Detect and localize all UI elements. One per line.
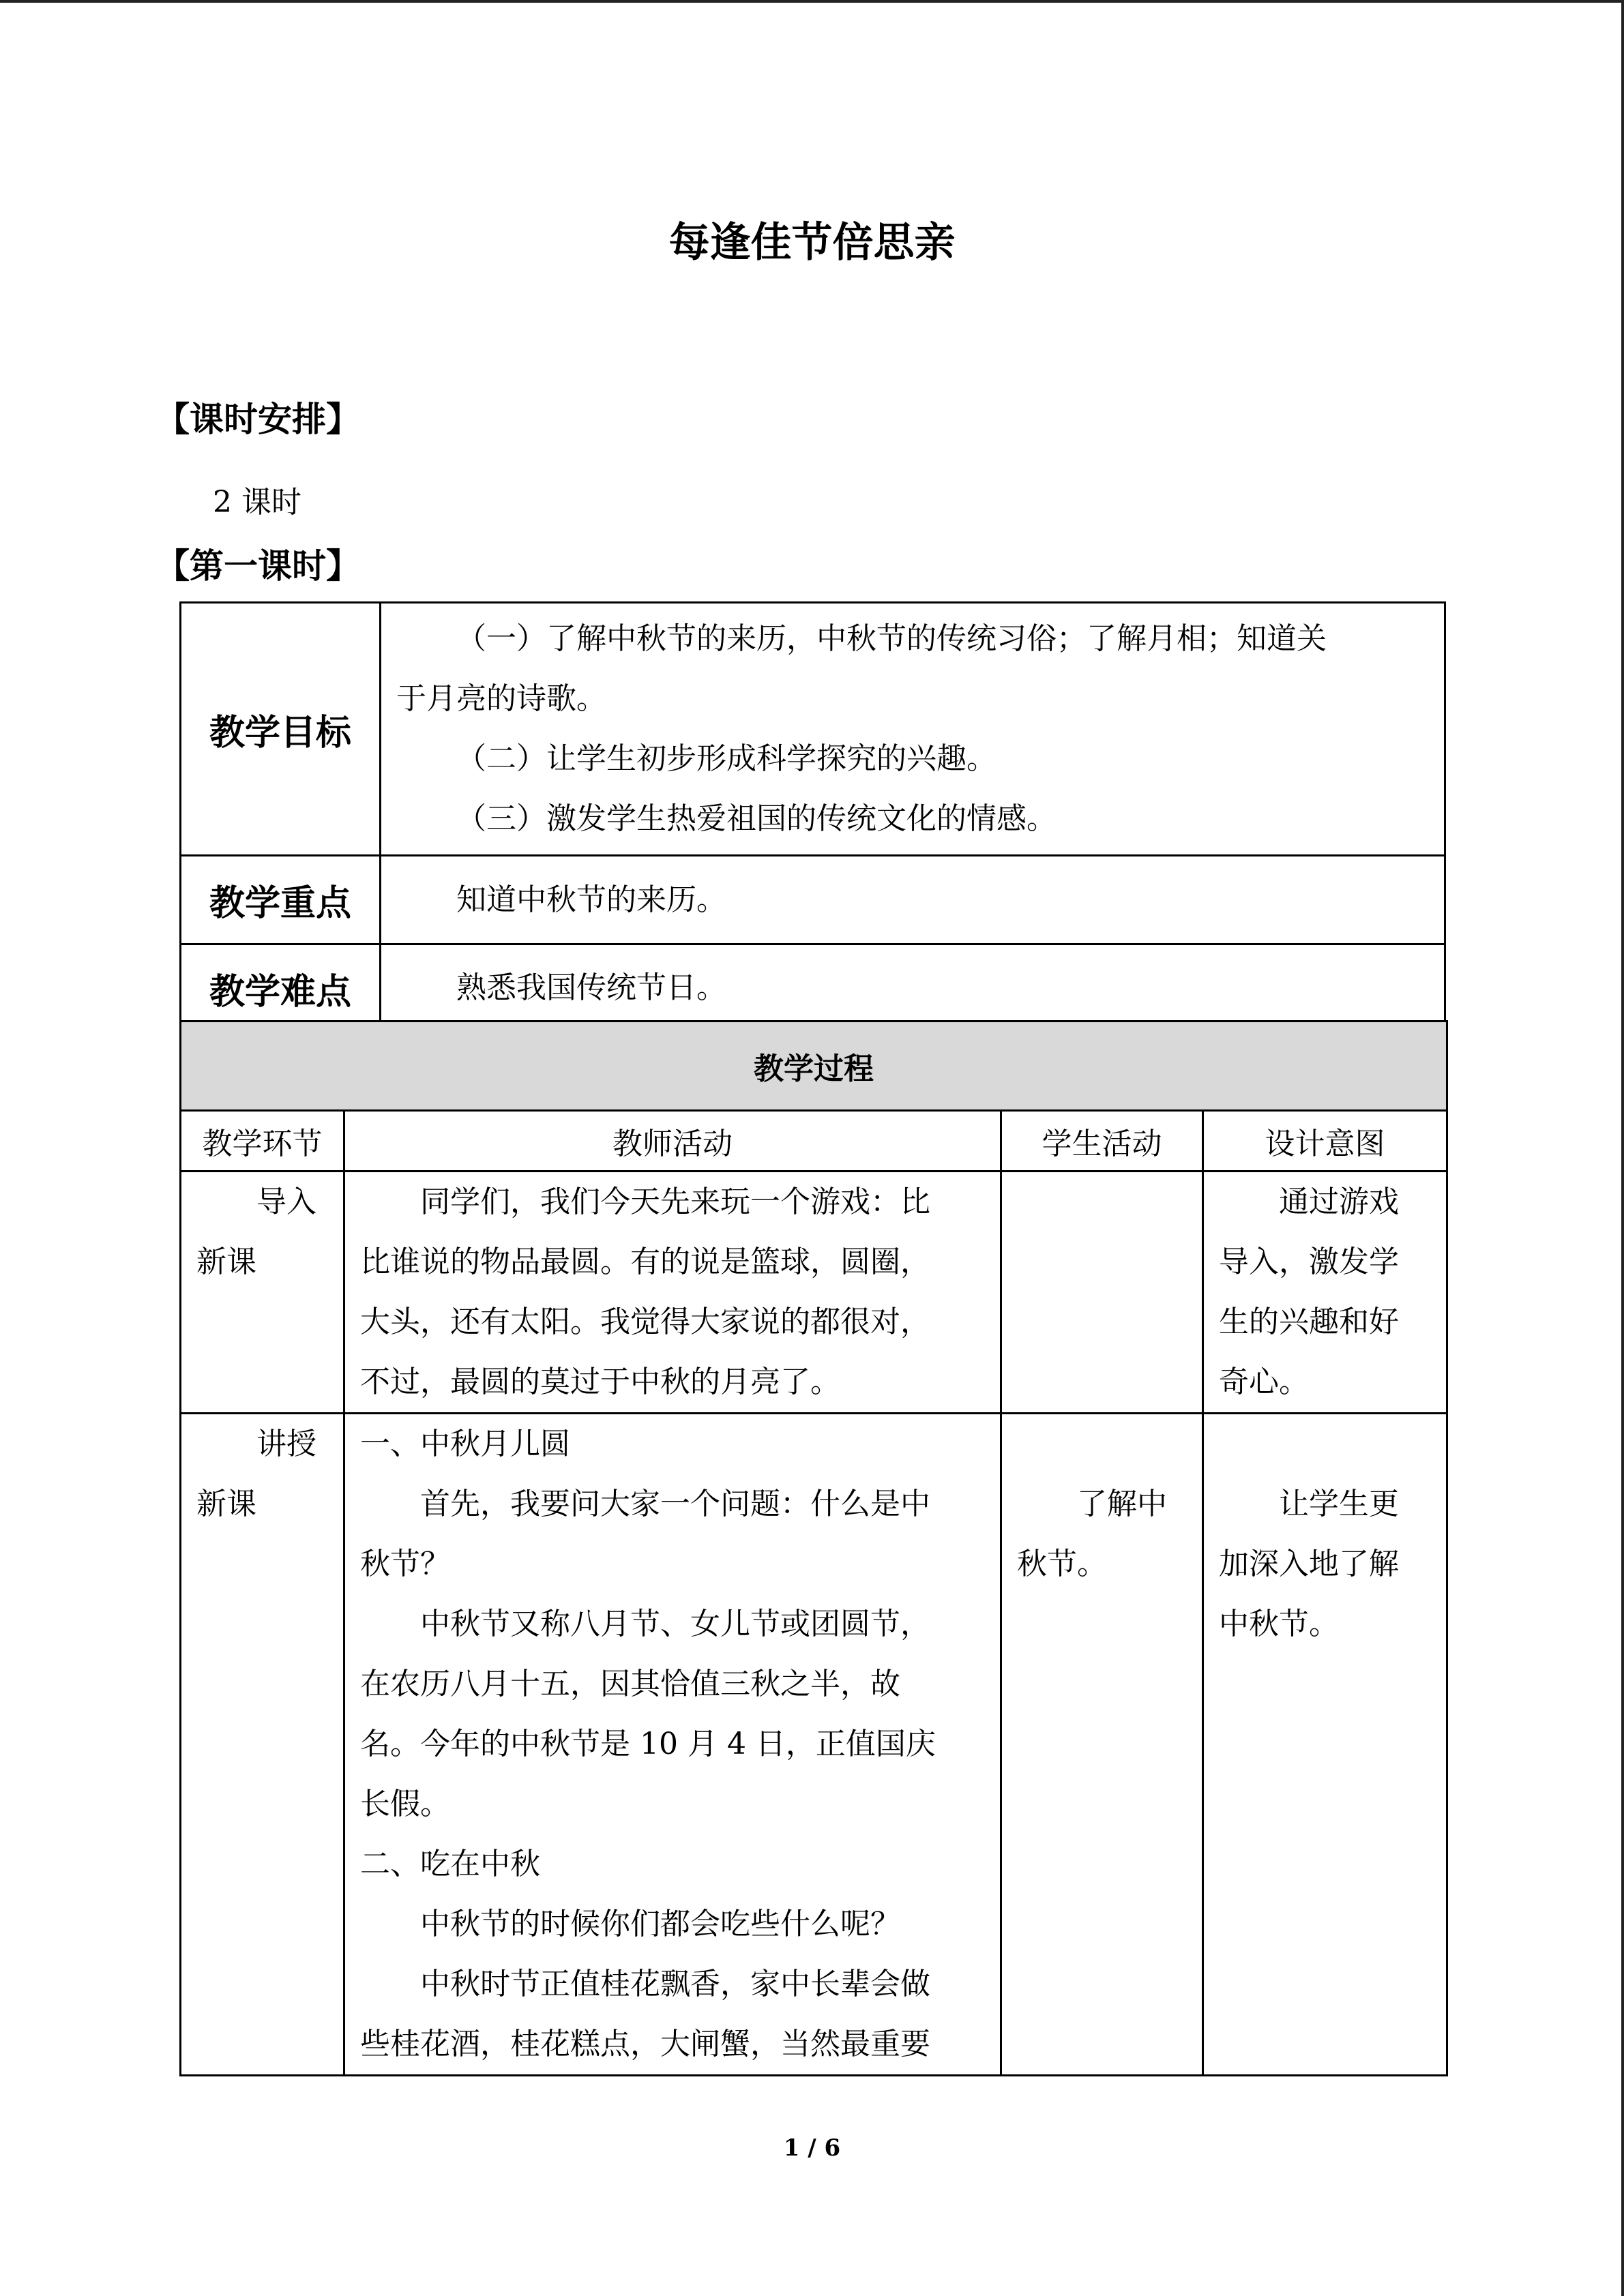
process-title: 教学过程 (181, 1022, 1447, 1111)
objectives-table (179, 601, 1446, 1033)
column-header-intent: 设计意图 (1203, 1111, 1447, 1172)
lesson1-heading: 【第一课时】 (156, 546, 360, 586)
teacher-line: 首先，我要问大家一个问题：什么是中 (420, 1487, 930, 1521)
student-line: 了解中 (1077, 1487, 1167, 1521)
goal-line: （二）让学生初步形成科学探究的兴趣。 (456, 741, 996, 776)
intent-line: 加深入地了解 (1219, 1547, 1399, 1581)
process-table (179, 1020, 1448, 2076)
stage-text: 导入 (256, 1184, 316, 1219)
student-activity-cell (1001, 1414, 1203, 2076)
teacher-line: 些桂花酒，桂花糕点，大闸蟹，当然最重要 (360, 2027, 930, 2061)
teacher-line: 长假。 (360, 1787, 450, 1821)
stage-text: 新课 (196, 1487, 256, 1521)
stage-cell (181, 1414, 344, 2076)
goal-line: （三）激发学生热爱祖国的传统文化的情感。 (456, 801, 1057, 836)
intent-line: 导入，激发学 (1219, 1244, 1399, 1279)
difficulty-text: 熟悉我国传统节日。 (456, 970, 726, 1005)
design-intent-cell (1203, 1172, 1447, 1414)
teacher-line: 名。今年的中秋节是 10 月 4 日，正值国庆 (360, 1727, 936, 1761)
teacher-line: 不过，最圆的莫过于中秋的月亮了。 (360, 1365, 840, 1399)
goal-line: 于月亮的诗歌。 (396, 681, 606, 716)
key-point-content (381, 856, 1445, 944)
stage-text: 讲授 (256, 1427, 316, 1461)
document-title: 每逢佳节倍思亲 (668, 219, 956, 267)
teacher-line: 大头，还有太阳。我觉得大家说的都很对， (360, 1304, 930, 1339)
intent-line: 生的兴趣和好 (1219, 1304, 1399, 1339)
key-point-label: 教学重点 (181, 856, 381, 944)
teacher-line: 一、中秋月儿圆 (360, 1427, 570, 1461)
page-edge-top (0, 0, 1624, 3)
teacher-line: 中秋节的时候你们都会吃些什么呢？ (420, 1907, 900, 1941)
stage-cell (181, 1172, 344, 1414)
intent-line: 让学生更 (1279, 1487, 1399, 1521)
teacher-line: 二、吃在中秋 (360, 1847, 540, 1881)
difficulty-content (381, 944, 1445, 1032)
intent-line: 奇心。 (1219, 1365, 1309, 1399)
intent-line: 中秋节。 (1219, 1607, 1339, 1641)
goals-content (381, 603, 1445, 856)
column-header-stage: 教学环节 (181, 1111, 344, 1172)
difficulty-label: 教学难点 (181, 944, 381, 1032)
goal-line: （一）了解中秋节的来历，中秋节的传统习俗；了解月相；知道关 (456, 621, 1327, 656)
key-point-text: 知道中秋节的来历。 (456, 882, 726, 917)
teacher-line: 秋节？ (360, 1547, 450, 1581)
column-header-student: 学生活动 (1001, 1111, 1203, 1172)
teacher-activity-cell (344, 1172, 1001, 1414)
teacher-line: 中秋节又称八月节、女儿节或团圆节， (420, 1607, 930, 1641)
schedule-heading: 【课时安排】 (156, 400, 360, 439)
student-activity-cell (1001, 1172, 1203, 1414)
teacher-line: 同学们，我们今天先来玩一个游戏：比 (420, 1184, 930, 1219)
column-header-teacher: 教师活动 (344, 1111, 1001, 1172)
intent-line: 通过游戏 (1279, 1184, 1399, 1219)
stage-text: 新课 (196, 1244, 256, 1279)
teacher-activity-cell (344, 1414, 1001, 2076)
teacher-line: 中秋时节正值桂花飘香，家中长辈会做 (420, 1967, 930, 2001)
schedule-hours: 2 课时 (213, 485, 301, 520)
teacher-line: 比谁说的物品最圆。有的说是篮球，圆圈， (360, 1244, 930, 1279)
page-number: 1 / 6 (783, 2134, 841, 2162)
design-intent-cell (1203, 1414, 1447, 2076)
goals-label: 教学目标 (181, 603, 381, 856)
teacher-line: 在农历八月十五，因其恰值三秋之半，故 (360, 1667, 900, 1701)
student-line: 秋节。 (1017, 1547, 1107, 1581)
page-edge-right (1621, 0, 1624, 2296)
